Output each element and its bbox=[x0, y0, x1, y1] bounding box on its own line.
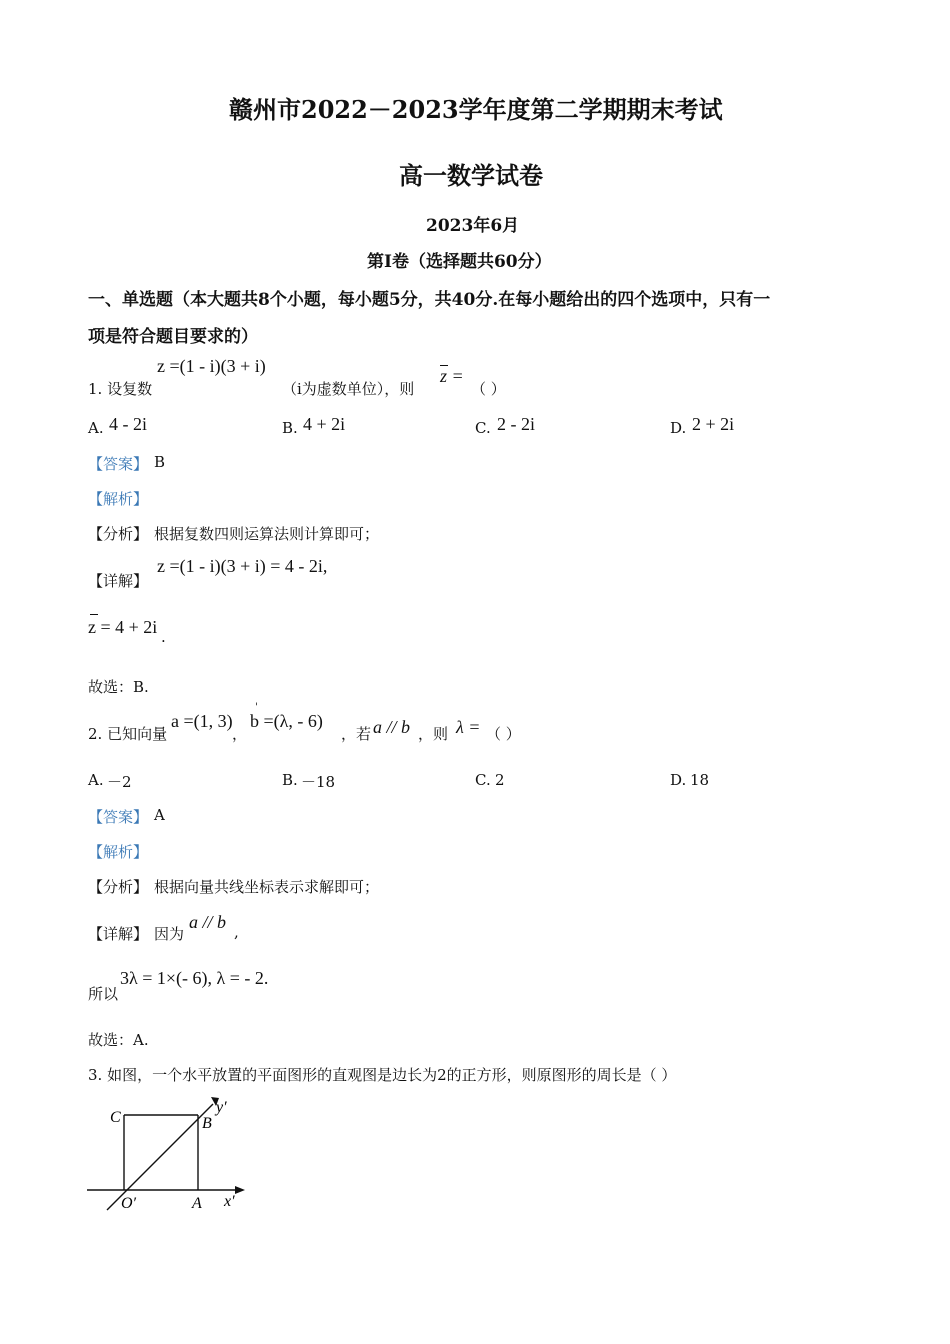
q2-option-d-label: D. bbox=[670, 771, 687, 789]
q2-detail-tag: 【详解】 bbox=[88, 925, 149, 943]
q1-option-a-label: A. bbox=[88, 419, 104, 437]
q2-so-formula: 3λ = 1×(- 6), λ = - 2. bbox=[120, 968, 269, 988]
exam-title: 赣州市2022－2023学年度第二学期期末考试 bbox=[229, 95, 723, 124]
label-c: C bbox=[110, 1109, 121, 1126]
section-heading-line1: 一、单选题（本大题共8个小题，每小题5分，共40分.在每小题给出的四个选项中，只有一 bbox=[88, 290, 771, 310]
label-b: B bbox=[202, 1115, 212, 1132]
label-a: A bbox=[192, 1195, 202, 1212]
q1-option-d-value: 2 + 2i bbox=[692, 414, 735, 434]
q1-answer-tag: 【答案】 bbox=[88, 455, 149, 473]
q2-fenxi: 根据向量共线坐标表示求解即可； bbox=[154, 878, 380, 896]
q1-detail-formula: z =(1 - i)(3 + i) = 4 - 2i, bbox=[157, 556, 328, 576]
q1-stem-suffix: （ ） bbox=[471, 380, 506, 398]
q2-comma: ， bbox=[232, 725, 248, 743]
q2-option-a-value: －2 bbox=[107, 773, 132, 791]
q2-option-c-label: C. bbox=[475, 771, 491, 789]
q2-option-a-label: A. bbox=[88, 771, 104, 789]
q1-analysis-tag: 【解析】 bbox=[88, 490, 149, 508]
q1-option-d-label: D. bbox=[670, 419, 687, 437]
q2-stem-prefix: 2. 已知向量 bbox=[88, 725, 168, 743]
q2-detail-comma: , bbox=[234, 923, 239, 941]
q2-stem-suffix: （ ） bbox=[486, 725, 521, 743]
q2-option-b-label: B. bbox=[282, 771, 298, 789]
section-heading-line2: 项是符合题目要求的） bbox=[88, 327, 258, 347]
q2-answer-tag: 【答案】 bbox=[88, 808, 149, 826]
q1-fenxi: 根据复数四则运算法则计算即可； bbox=[154, 525, 380, 543]
q1-zbar: z = bbox=[440, 366, 464, 386]
q2-detail-prefix: 因为 bbox=[154, 925, 185, 943]
label-y: y′ bbox=[216, 1099, 227, 1116]
q1-result-bar bbox=[90, 614, 98, 615]
q1-conclusion: 故选：B. bbox=[88, 678, 149, 696]
q2-stem-mid: ，若 bbox=[341, 725, 372, 743]
q2-conclusion: 故选：A. bbox=[88, 1031, 149, 1049]
x-axis-arrow bbox=[235, 1186, 245, 1194]
q2-lambda: λ = bbox=[456, 717, 481, 737]
q1-option-b-label: B. bbox=[282, 419, 298, 437]
q1-result-dot: . bbox=[161, 628, 166, 646]
q2-vector-b-arrow: ' bbox=[255, 702, 258, 713]
q2-option-d-value: 18 bbox=[690, 771, 710, 789]
q2-parallel: a // b bbox=[373, 717, 411, 737]
q1-fenxi-tag: 【分析】 bbox=[88, 525, 149, 543]
q1-option-b-value: 4 + 2i bbox=[303, 414, 346, 434]
q2-detail-formula: a // b bbox=[189, 912, 227, 932]
q3-figure bbox=[85, 1092, 255, 1222]
label-x: x′ bbox=[224, 1193, 235, 1210]
label-o: O′ bbox=[121, 1195, 137, 1212]
q1-detail-tag: 【详解】 bbox=[88, 572, 149, 590]
q2-option-c-value: 2 bbox=[495, 771, 505, 789]
exam-date: 2023年6月 bbox=[426, 216, 520, 236]
q1-formula: z =(1 - i)(3 + i) bbox=[157, 356, 266, 376]
part-heading: 第Ⅰ卷（选择题共60分） bbox=[367, 252, 552, 272]
q2-fenxi-tag: 【分析】 bbox=[88, 878, 149, 896]
q1-result: z = 4 + 2i bbox=[88, 617, 158, 637]
q1-stem-mid: （i为虚数单位），则 bbox=[282, 380, 415, 398]
q1-option-c-value: 2 - 2i bbox=[497, 414, 535, 434]
q2-vector-a: a =(1, 3) bbox=[171, 711, 233, 731]
q1-option-a-value: 4 - 2i bbox=[109, 414, 147, 434]
q3-stem: 3. 如图，一个水平放置的平面图形的直观图是边长为2的正方形，则原图形的周长是（ ） bbox=[88, 1066, 677, 1084]
q2-answer: A bbox=[154, 806, 165, 824]
q2-then: ，则 bbox=[418, 725, 449, 743]
q1-stem-prefix: 1. 设复数 bbox=[88, 380, 153, 398]
paper-subtitle: 高一数学试卷 bbox=[399, 161, 543, 190]
q2-so-prefix: 所以 bbox=[88, 985, 119, 1003]
q1-option-c-label: C. bbox=[475, 419, 491, 437]
q2-option-b-value: －18 bbox=[301, 773, 336, 791]
q1-answer: B bbox=[154, 453, 166, 471]
q2-vector-b: b =(λ, - 6) bbox=[250, 711, 323, 731]
q2-analysis-tag: 【解析】 bbox=[88, 843, 149, 861]
